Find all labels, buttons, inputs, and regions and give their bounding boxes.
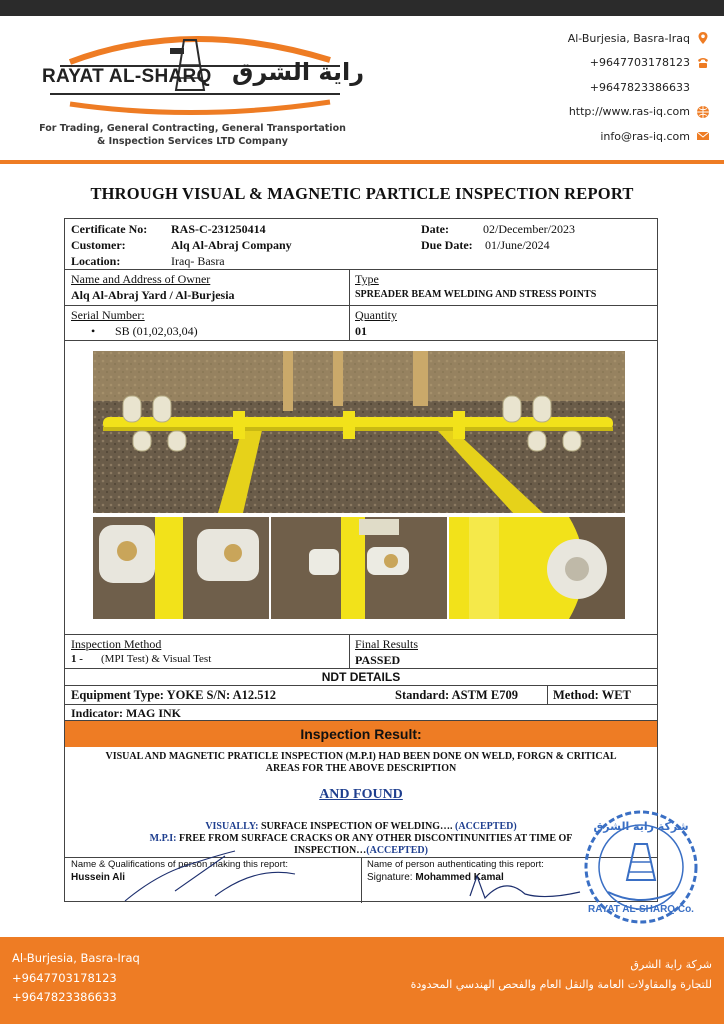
location-label: Location: xyxy=(71,254,121,268)
mpi-accepted: (ACCEPTED) xyxy=(366,845,428,856)
method-label: Inspection Method xyxy=(71,637,162,651)
company-tagline xyxy=(20,122,365,148)
inspector-label: Name & Qualifications of person making this report: xyxy=(71,859,289,870)
ndt-details-row xyxy=(65,669,657,686)
visually-accepted: (ACCEPTED) xyxy=(455,821,517,832)
owner-type-row xyxy=(65,270,657,306)
contact-phone2: +9647823386633 xyxy=(589,80,690,94)
type-label: Type xyxy=(355,272,379,286)
footer-arabic xyxy=(411,955,712,995)
tagline-line2: & Inspection Services LTD Company xyxy=(97,136,288,147)
footer-phone2: +9647823386633 xyxy=(12,990,117,1004)
top-dark-bar xyxy=(0,0,724,16)
quantity-label: Quantity xyxy=(355,308,397,322)
contact-website[interactable]: http://www.ras-iq.com xyxy=(568,100,710,125)
svg-text:شركة راية الشرق: شركة راية الشرق xyxy=(593,820,689,833)
lug-detail-photo-2 xyxy=(271,517,447,619)
location-pin-icon xyxy=(696,31,710,45)
mpi-label: M.P.I: xyxy=(149,833,177,844)
type-value: SPREADER BEAM WELDING AND STRESS POINTS xyxy=(355,289,597,300)
final-results-label: Final Results xyxy=(355,637,419,651)
signature-row xyxy=(65,857,657,903)
serial-value: SB (01,02,03,04) xyxy=(115,324,198,338)
inspection-result-heading: Inspection Result: xyxy=(65,721,657,747)
brand-name-ar: راية الشرق xyxy=(232,58,365,86)
lug-detail-photo-1 xyxy=(93,517,269,619)
svg-text:RAYAT AL-SHARQ Co.: RAYAT AL-SHARQ Co. xyxy=(588,904,694,915)
certificate-row xyxy=(65,219,657,270)
mpi-line xyxy=(65,833,657,845)
globe-icon xyxy=(696,105,710,119)
page-footer xyxy=(0,937,724,1024)
final-results-value: PASSED xyxy=(355,653,401,667)
footer-phone1: +9647703178123 xyxy=(12,970,117,985)
due-date-label: Due Date: xyxy=(421,238,473,252)
method-result-row xyxy=(65,635,657,669)
and-found: AND FOUND xyxy=(319,787,403,802)
method-wet: Method: WET xyxy=(553,688,631,702)
tagline-line1: For Trading, General Contracting, General Transportation xyxy=(39,123,346,134)
owner-value: Alq Al-Abraj Yard / Al-Burjesia xyxy=(71,288,235,302)
serial-label: Serial Number: xyxy=(71,308,145,322)
certificate-number: RAS-C-231250414 xyxy=(171,222,266,236)
visually-label: VISUALLY: xyxy=(205,821,259,832)
contact-phone1: +9647703178123 xyxy=(568,51,710,76)
mpi-text: FREE FROM SURFACE CRACKS OR ANY OTHER DISCONTINUNITIES AT TIME OF xyxy=(176,833,573,844)
stamp-derrick-icon xyxy=(627,844,655,880)
owner-label: Name and Address of Owner xyxy=(71,272,211,286)
equipment-row xyxy=(65,686,657,705)
inspector-signature-scribble xyxy=(115,846,315,906)
footer-arabic-line2: للتجارة والمقاولات العامة والنقل العام والفحص الهندسي المحدودة xyxy=(410,978,712,991)
contact-address: Al-Burjesia, Basra-Iraq xyxy=(568,26,710,51)
footer-arabic-line1: شركة راية الشرق xyxy=(630,958,712,971)
indicator-row xyxy=(65,705,657,721)
customer-value: Alq Al-Abraj Company xyxy=(171,238,292,252)
visually-line xyxy=(65,821,657,833)
contact-email[interactable]: info@ras-iq.com xyxy=(568,124,710,149)
certificate-label: Certificate No: xyxy=(71,222,148,236)
envelope-icon xyxy=(696,129,710,143)
signature-label: Signature: xyxy=(367,872,413,883)
authenticator-signature-scribble xyxy=(465,866,585,906)
serial-bullet: • xyxy=(91,324,96,338)
contact-block xyxy=(568,26,710,149)
company-stamp xyxy=(582,808,700,926)
result-line1: VISUAL AND MAGNETIC PRATICLE INSPECTION (M.P.I) HAD BEEN DONE ON WELD, FORGN & CRITICAL xyxy=(105,751,617,762)
phone-icon xyxy=(696,56,710,70)
equipment-type: Equipment Type: YOKE S/N: A12.512 xyxy=(71,688,277,702)
inspector-name: Hussein Ali xyxy=(71,872,126,883)
header-accent-rule xyxy=(0,160,724,164)
brand-name-en: RAYAT AL-SHARQ xyxy=(42,66,212,87)
signatory-name: Mohammed Kamal xyxy=(415,872,504,883)
spreader-beam-main-photo xyxy=(93,351,625,513)
ndt-details-title: NDT DETAILS xyxy=(321,670,401,684)
serial-quantity-row xyxy=(65,306,657,341)
authenticator-label: Name of person authenticating this report: xyxy=(367,859,544,870)
visually-text: SURFACE INSPECTION OF WELDING…. xyxy=(258,821,456,832)
report-frame xyxy=(64,218,658,902)
method-value: (MPI Test) & Visual Test xyxy=(101,653,212,665)
report-title: THROUGH VISUAL & MAGNETIC PARTICLE INSPECTION REPORT xyxy=(90,184,634,203)
standard-value: Standard: ASTM E709 xyxy=(395,688,518,702)
method-number: 1 - xyxy=(71,653,83,665)
result-line2: AREAS FOR THE ABOVE DESCRIPTION xyxy=(265,763,457,774)
photo-section xyxy=(65,341,657,635)
date-label: Date: xyxy=(421,222,449,236)
weld-detail-photo-3 xyxy=(449,517,625,619)
date-value: 02/December/2023 xyxy=(483,222,575,236)
location-value: Iraq- Basra xyxy=(171,254,225,268)
quantity-value: 01 xyxy=(355,324,367,338)
due-date-value: 01/June/2024 xyxy=(485,238,550,252)
footer-contacts xyxy=(12,949,140,1008)
customer-label: Customer: xyxy=(71,238,126,252)
indicator-value: Indicator: MAG INK xyxy=(71,706,181,720)
footer-address: Al-Burjesia, Basra-Iraq xyxy=(12,951,140,965)
mpi-text2: INSPECTION… xyxy=(294,845,367,856)
